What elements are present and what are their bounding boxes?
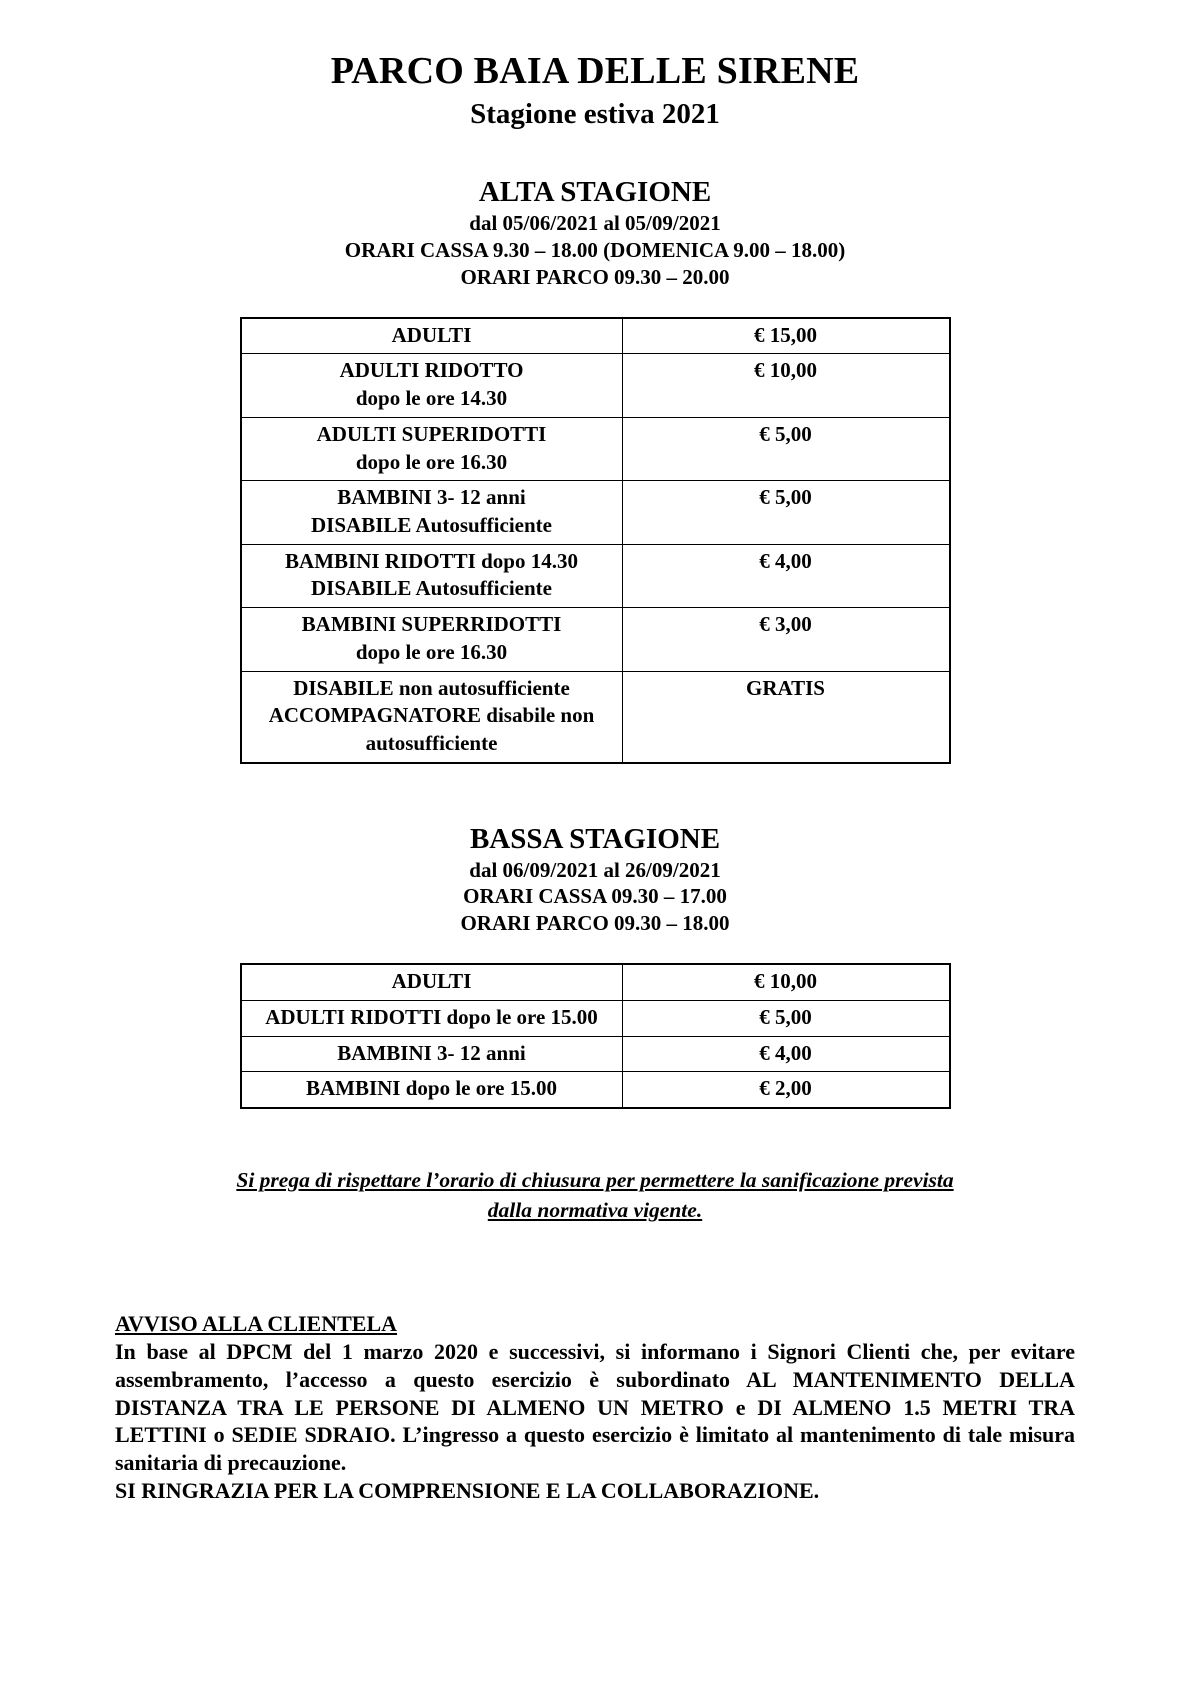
- table-row: [241, 354, 950, 417]
- notice-line-2: [118, 1195, 1072, 1225]
- avviso-title: AVVISO ALLA CLIENTELA: [115, 1311, 398, 1337]
- row-label-cell: ADULTI: [241, 964, 623, 1000]
- row-label-line1: ADULTI RIDOTTO: [339, 358, 524, 383]
- spacer-before-avviso: [0, 1225, 1190, 1311]
- page-subtitle: Stagione estiva 2021: [470, 97, 720, 130]
- table-row: [241, 964, 950, 1000]
- bassa-stagione-price-table: [240, 963, 951, 1109]
- table-row: [241, 417, 950, 480]
- row-label-cell: BAMBINI dopo le ore 15.00: [241, 1072, 623, 1108]
- alta-stagione-orari-cassa: ORARI CASSA 9.30 – 18.00 (DOMENICA 9.00 – 18.00): [344, 237, 846, 262]
- bassa-stagione-table-body: [241, 964, 950, 1108]
- row-label-line1: BAMBINI 3- 12 anni: [337, 485, 526, 510]
- section-alta-stagione: [0, 175, 1190, 290]
- avviso-body: In base al DPCM del 1 marzo 2020 e successivi, si informano i Signori Clienti che, per evitare assembramento, l’accesso a questo esercizio è subordinato AL MANTENIMENTO DELLA DISTANZA TRA LE PERSONE DI ALMENO UN METRO e DI ALMENO 1.5 METRI TRA LETTINI o SEDIE SDRAIO. L’ingresso a questo esercizio è limitato al mantenimento di tale misura sanitaria di precauzione.: [115, 1339, 1075, 1476]
- alta-stagione-orari-parco: ORARI PARCO 09.30 – 20.00: [460, 264, 730, 289]
- table-row: [241, 544, 950, 607]
- bassa-stagione-table-wrapper: [0, 963, 1190, 1109]
- bassa-stagione-period: dal 06/09/2021 al 26/09/2021: [469, 857, 721, 882]
- table-row: [241, 671, 950, 763]
- row-price-cell: GRATIS: [622, 671, 950, 763]
- row-label-line1: ADULTI SUPERIDOTTI: [316, 421, 547, 446]
- table-row: [241, 318, 950, 354]
- row-label-line2: dopo le ore 16.30: [355, 449, 508, 474]
- row-price-cell: € 4,00: [622, 1036, 950, 1072]
- row-price-cell: € 5,00: [622, 481, 950, 544]
- row-label-cell: [241, 671, 623, 763]
- notice-line-2-text: dalla normativa vigente.: [487, 1198, 703, 1223]
- row-price-cell: € 3,00: [622, 608, 950, 671]
- table-row: [241, 1000, 950, 1036]
- alta-stagione-period: dal 05/06/2021 al 05/09/2021: [469, 211, 721, 236]
- row-label-line3: autosufficiente: [365, 731, 498, 755]
- row-label-line2: dopo le ore 14.30: [355, 386, 508, 411]
- row-price-cell: € 10,00: [622, 964, 950, 1000]
- row-label-cell: [241, 354, 623, 417]
- notice-line-1: [118, 1165, 1072, 1195]
- row-label-cell: BAMBINI 3- 12 anni: [241, 1036, 623, 1072]
- row-label-line2: DISABILE Autosufficiente: [311, 512, 552, 537]
- row-price-cell: € 15,00: [622, 318, 950, 354]
- row-label-line1: BAMBINI RIDOTTI dopo 14.30: [285, 548, 578, 573]
- row-label-cell: [241, 318, 623, 354]
- page-title: PARCO BAIA DELLE SIRENE: [330, 50, 860, 92]
- avviso-block: [0, 1311, 1190, 1504]
- table-row: [241, 481, 950, 544]
- bassa-stagione-orari-parco: ORARI PARCO 09.30 – 18.00: [460, 911, 730, 936]
- spacer-alta-table: [0, 291, 1190, 317]
- row-label-cell: [241, 481, 623, 544]
- alta-stagione-table-body: [241, 318, 950, 763]
- spacer-before-bassa: [0, 764, 1190, 822]
- table-row: [241, 608, 950, 671]
- row-label-line2: DISABILE Autosufficiente: [311, 576, 552, 601]
- avviso-closing: SI RINGRAZIA PER LA COMPRENSIONE E LA COLLABORAZIONE.: [115, 1477, 820, 1503]
- row-price-cell: € 10,00: [622, 354, 950, 417]
- row-label-cell: [241, 608, 623, 671]
- row-price-cell: € 4,00: [622, 544, 950, 607]
- alta-stagione-table-wrapper: [0, 317, 1190, 764]
- bassa-stagione-heading: BASSA STAGIONE: [469, 822, 721, 855]
- spacer-bassa-table: [0, 937, 1190, 963]
- row-label-line2: dopo le ore 16.30: [355, 639, 508, 664]
- spacer-before-alta: [0, 131, 1190, 175]
- row-price-cell: € 5,00: [622, 1000, 950, 1036]
- section-bassa-stagione: [0, 822, 1190, 937]
- bassa-stagione-orari-cassa: ORARI CASSA 09.30 – 17.00: [463, 884, 727, 909]
- table-row: [241, 1036, 950, 1072]
- row-label-line1: DISABILE non autosufficiente: [293, 675, 570, 700]
- row-label-line2: ACCOMPAGNATORE disabile non: [268, 703, 595, 728]
- row-label-line1: ADULTI: [391, 322, 472, 347]
- alta-stagione-heading: ALTA STAGIONE: [478, 176, 712, 209]
- alta-stagione-price-table: [240, 317, 951, 764]
- row-label-cell: [241, 544, 623, 607]
- row-price-cell: € 5,00: [622, 417, 950, 480]
- avviso-title-wrapper: [115, 1311, 1075, 1338]
- notice-line-1-text: Si prega di rispettare l’orario di chiusura per permettere la sanificazione prevista: [236, 1168, 954, 1193]
- row-price-cell: € 2,00: [622, 1072, 950, 1108]
- spacer-before-notice: [0, 1109, 1190, 1165]
- row-label-line1: BAMBINI SUPERRIDOTTI: [301, 612, 562, 637]
- table-row: [241, 1072, 950, 1108]
- row-label-cell: ADULTI RIDOTTI dopo le ore 15.00: [241, 1000, 623, 1036]
- sanification-notice: [0, 1165, 1190, 1225]
- row-label-cell: [241, 417, 623, 480]
